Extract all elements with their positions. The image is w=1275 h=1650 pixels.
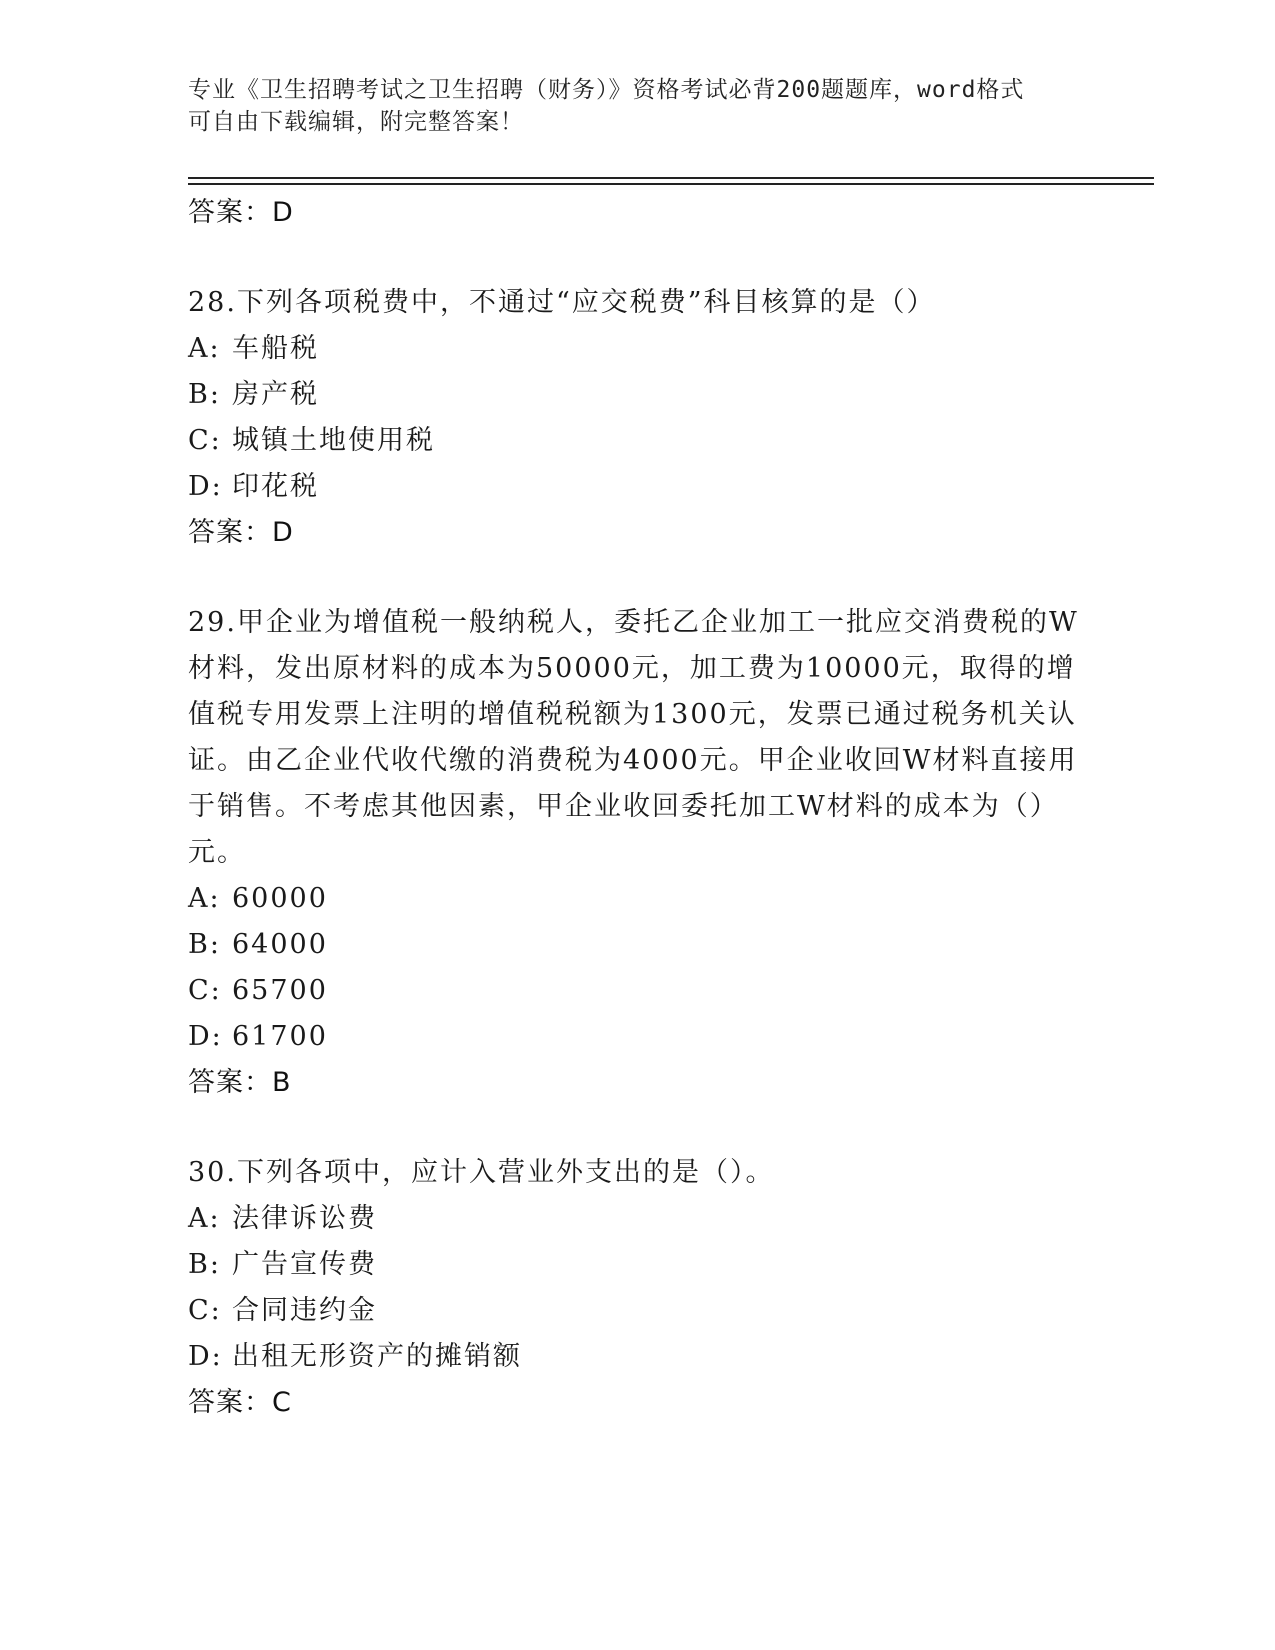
- question-text-line: 值税专用发票上注明的增值税税额为1300元，发票已通过税务机关认: [188, 699, 1077, 730]
- option-c: [188, 418, 1088, 464]
- option-text: 64000: [232, 929, 328, 960]
- header-title-line-1: 专业《卫生招聘考试之卫生招聘（财务）》资格考试必背200题题库，word格式: [188, 77, 1025, 103]
- option-text: 60000: [232, 883, 328, 914]
- option-b: [188, 1242, 1088, 1288]
- option-text: 61700: [232, 1021, 328, 1052]
- option-text: 合同违约金: [232, 1295, 377, 1326]
- question-text-line: 材料，发出原材料的成本为50000元，加工费为10000元，取得的增: [188, 653, 1076, 684]
- option-text: 出租无形资产的摊销额: [232, 1341, 522, 1372]
- option-key: B:: [188, 929, 221, 960]
- option-text: 房产税: [232, 379, 319, 410]
- option-c: [188, 968, 1088, 1014]
- option-c: [188, 1288, 1088, 1334]
- option-text: 法律诉讼费: [232, 1203, 377, 1234]
- option-key: C:: [188, 425, 222, 456]
- option-key: A:: [188, 333, 221, 364]
- option-key: D:: [188, 1021, 223, 1052]
- option-key: A:: [188, 883, 221, 914]
- option-d: [188, 1014, 1088, 1060]
- option-text: 车船税: [232, 333, 319, 364]
- header-divider-bottom: [188, 183, 1154, 185]
- question-29: [188, 600, 1088, 1106]
- option-key: D:: [188, 471, 223, 502]
- option-b: [188, 922, 1088, 968]
- question-text: 30.下列各项中，应计入营业外支出的是（）。: [188, 1157, 775, 1188]
- document-body: [188, 190, 1088, 1426]
- question-text-line: 于销售。不考虑其他因素，甲企业收回委托加工W材料的成本为（）: [188, 791, 1059, 822]
- option-text: 印花税: [232, 471, 319, 502]
- option-d: [188, 1334, 1088, 1380]
- question-text: 28.下列各项税费中，不通过“应交税费”科目核算的是（）: [188, 287, 936, 318]
- question-text-line: 证。由乙企业代收代缴的消费税为4000元。甲企业收回W材料直接用: [188, 745, 1078, 776]
- document-header: [188, 74, 1068, 138]
- option-key: C:: [188, 975, 222, 1006]
- option-key: B:: [188, 1249, 221, 1280]
- option-a: [188, 1196, 1088, 1242]
- option-text: 65700: [232, 975, 328, 1006]
- question-30: [188, 1150, 1088, 1426]
- answer-line: 答案：B: [188, 1067, 292, 1098]
- option-a: [188, 876, 1088, 922]
- option-key: D:: [188, 1341, 223, 1372]
- question-text-line: 元。: [188, 837, 246, 868]
- option-text: 广告宣传费: [232, 1249, 377, 1280]
- header-divider-top: [188, 177, 1154, 179]
- option-key: A:: [188, 1203, 221, 1234]
- question-28: [188, 280, 1088, 556]
- option-text: 城镇土地使用税: [232, 425, 435, 456]
- option-d: [188, 464, 1088, 510]
- header-title-line-2: 可自由下载编辑，附完整答案！: [188, 109, 524, 135]
- question-text-line: 29.甲企业为增值税一般纳税人，委托乙企业加工一批应交消费税的W: [188, 607, 1079, 638]
- option-a: [188, 326, 1088, 372]
- answer-line: 答案：D: [188, 517, 294, 548]
- answer-line: 答案：C: [188, 1387, 292, 1418]
- option-key: C:: [188, 1295, 222, 1326]
- previous-question-answer: 答案：D: [188, 197, 294, 228]
- option-key: B:: [188, 379, 221, 410]
- option-b: [188, 372, 1088, 418]
